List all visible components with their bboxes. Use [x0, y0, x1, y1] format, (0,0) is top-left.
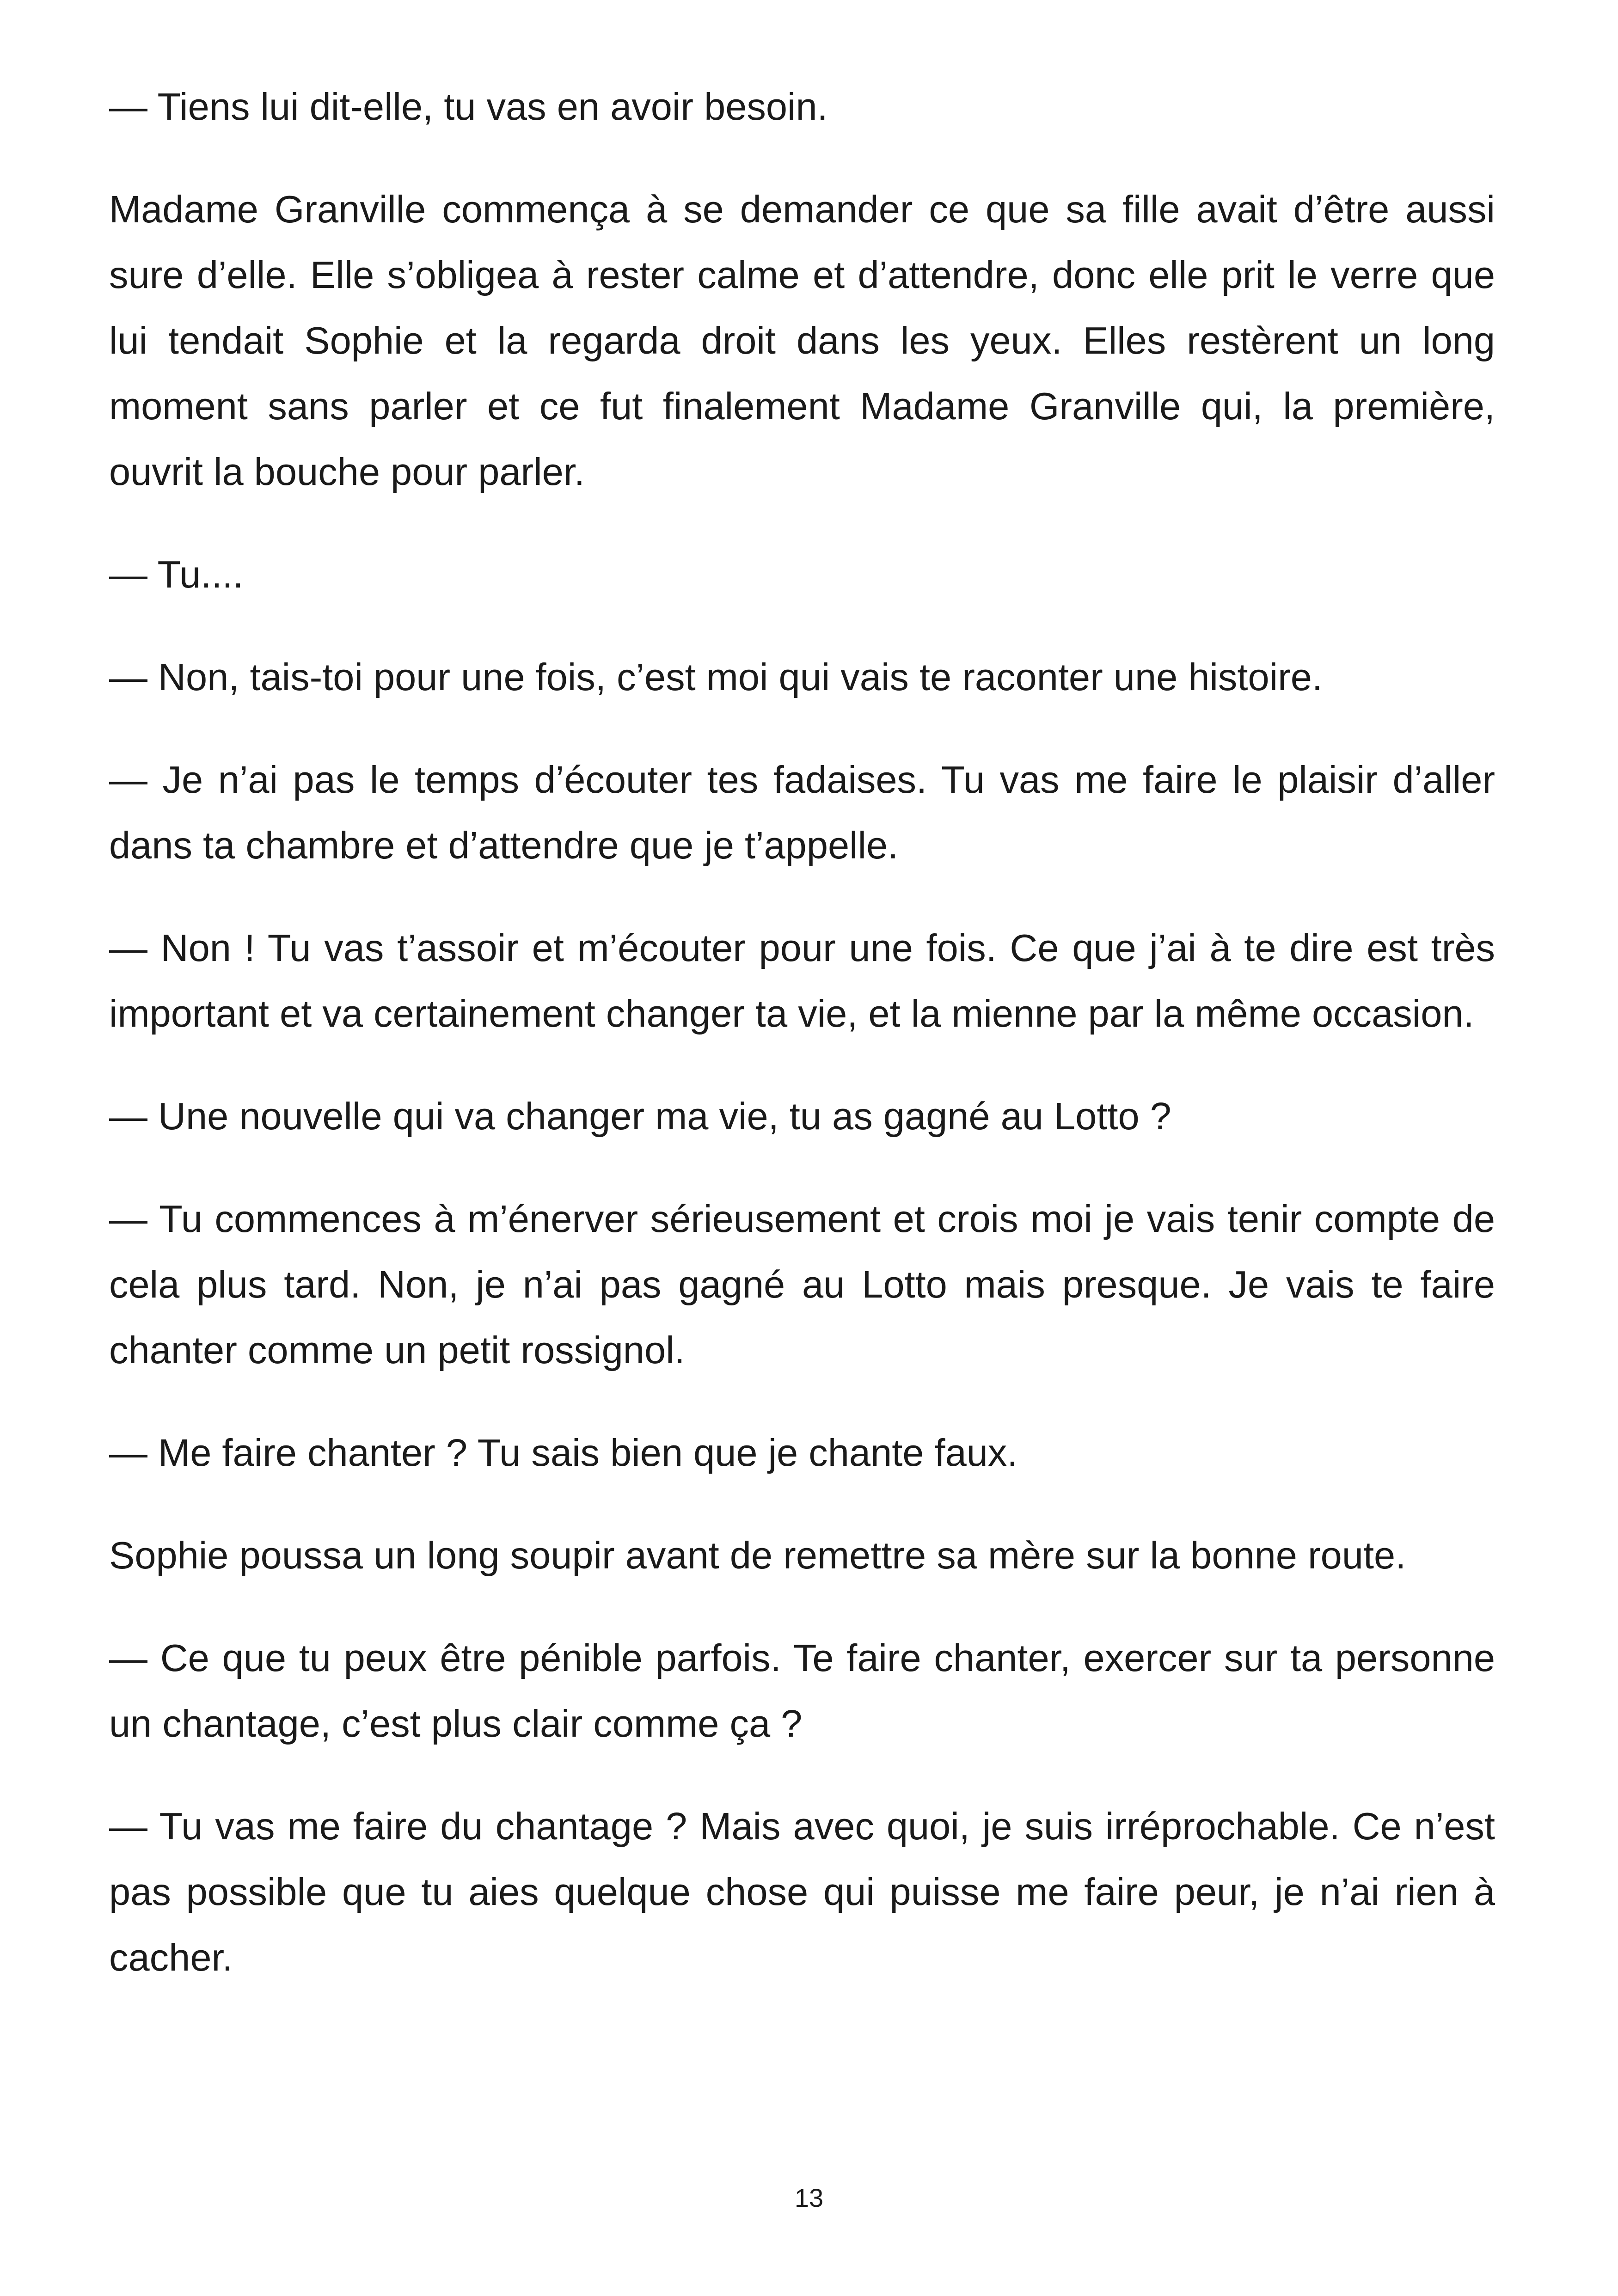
body-text	[109, 74, 1495, 2027]
paragraph: — Tiens lui dit-elle, tu vas en avoir besoin.	[109, 85, 828, 128]
paragraph: — Tu vas me faire du chantage ? Mais avec quoi, je suis irréprochable. Ce n’est pas possible que tu aies quelque chose qui puisse me faire peur, je n’ai rien à cacher.	[109, 1805, 1495, 1979]
paragraph: — Une nouvelle qui va changer ma vie, tu as gagné au Lotto ?	[109, 1095, 1171, 1138]
paragraph: — Tu....	[109, 553, 244, 596]
paragraph: Sophie poussa un long soupir avant de remettre sa mère sur la bonne route.	[109, 1534, 1406, 1577]
paragraph: — Tu commences à m’énerver sérieusement et crois moi je vais tenir compte de cela plus tard. Non, je n’ai pas gagné au Lotto mais presque. Je vais te faire chanter comme un petit rossignol.	[109, 1197, 1495, 1371]
page-number: 13	[794, 2183, 824, 2212]
paragraph: — Non ! Tu vas t’assoir et m’écouter pour une fois. Ce que j’ai à te dire est très important et va certainement changer ta vie, et la mienne par la même occasion.	[109, 926, 1495, 1035]
paragraph: — Ce que tu peux être pénible parfois. Te faire chanter, exercer sur ta personne un chantage, c’est plus clair comme ça ?	[109, 1636, 1495, 1745]
paragraph: Madame Granville commença à se demander ce que sa fille avait d’être aussi sure d’elle. Elle s’obligea à rester calme et d’attendre, donc elle prit le verre que lui tendait Sophie et la regarda droit dans les yeux. Elles restèrent un long moment sans parler et ce fut finalement Madame Granville qui, la première, ouvrit la bouche pour parler.	[109, 188, 1495, 493]
paragraph: — Non, tais-toi pour une fois, c’est moi qui vais te raconter une histoire.	[109, 655, 1323, 698]
paragraph: — Me faire chanter ? Tu sais bien que je chante faux.	[109, 1431, 1018, 1474]
paragraph: — Je n’ai pas le temps d’écouter tes fadaises. Tu vas me faire le plaisir d’aller dans ta chambre et d’attendre que je t’appelle.	[109, 758, 1495, 867]
